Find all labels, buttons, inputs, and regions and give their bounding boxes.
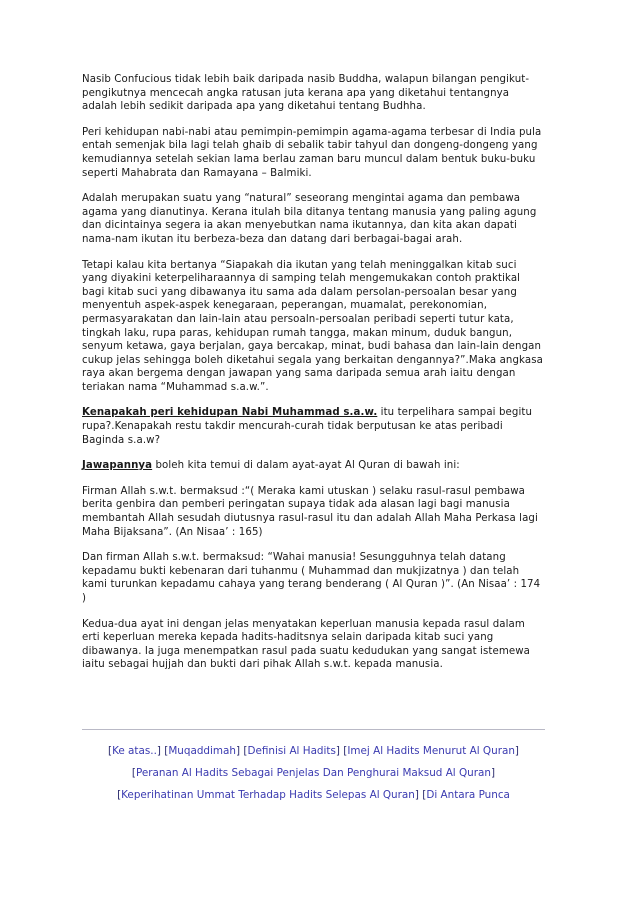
- nav-link-definisi[interactable]: Definisi Al Hadits: [247, 745, 336, 757]
- paragraph: Nasib Confucious tidak lebih baik daripada nasib Buddha, walapun bilangan pengikut-pengikutnya mencecah angka ratusan juta kerana apa yang diketahui tentangnya adalah lebih sedikit daripada apa yang diketahui tentang Budhha.: [82, 74, 530, 113]
- nav-link-keperihatinan[interactable]: Keperihatinan Ummat Terhadap Hadits Selepas Al Quran: [121, 789, 415, 801]
- nav-row: [Ke atas..] [Muqaddimah] [Definisi Al Hadits] [Imej Al Hadits Menurut Al Quran]: [108, 745, 519, 757]
- nav-link-imej[interactable]: Imej Al Hadits Menurut Al Quran: [347, 745, 515, 757]
- divider: [82, 729, 545, 730]
- answer-text: boleh kita temui di dalam ayat-ayat Al Quran di bawah ini:: [152, 460, 460, 472]
- paragraph: Tetapi kalau kita bertanya “Siapakah dia ikutan yang telah meninggalkan kitab suci yang diyakini keterpeliharaannya di samping telah mengemukakan contoh praktikal bagi kitab suci yang dibawanya itu sama ada dalam persolan-persoalan besar yang menyentuh aspek-aspek kenegaraan, peperangan, muamalat, perekonomian, permasyarakatan dan lain-lain atau persoaln-persoalan peribadi seperti tutur kata, tingkah laku, rupa paras, kehidupan rumah tangga, makan minum, duduk bangun, senyum ketawa, gaya berjalan, gaya bercakap, minat, budi bahasa dan lain-lain dengan cukup jelas sehingga boleh diketahui segala yang berkaitan dengannya?”.Maka angkasa raya akan bergema dengan jawapan yang sama daripada semua arah iaitu dengan teriakan nama “Muhammad s.a.w.”.: [82, 259, 543, 393]
- nav-row: [Peranan Al Hadits Sebagai Penjelas Dan Penghurai Maksud Al Quran]: [131, 767, 496, 779]
- verse-paragraph: Dan firman Allah s.w.t. bermaksud: “Wahai manusia! Sesungguhnya telah datang kepadamu bukti kebenaran dari tuhanmu ( Muhammad dan mukjizatnya ) dan telah kami turunkan kepadamu cahaya yang terang benderang ( Al Quran )”. (An Nisaa’ : 174 ): [82, 552, 541, 604]
- article-body: [82, 73, 545, 684]
- nav-link-peranan[interactable]: Peranan Al Hadits Sebagai Penjelas Dan Penghurai Maksud Al Quran: [135, 767, 491, 779]
- answer-paragraph: [82, 459, 545, 473]
- nav-link-muqaddimah[interactable]: Muqaddimah: [168, 745, 236, 757]
- paragraph: Kedua-dua ayat ini dengan jelas menyatakan keperluan manusia kepada rasul dalam erti keperluan mereka kepada hadits-haditsnya selain daripada kitab suci yang dibawanya. Ia juga menempatkan rasul pada suatu kedudukan yang sangat istemewa iaitu sebagai hujjah dan bukti dari pihak Allah s.w.t. kepada manusia.: [82, 618, 530, 671]
- question-heading: Kenapakah peri kehidupan Nabi Muhammad s.a.w.: [82, 407, 378, 419]
- nav-row: [Keperihatinan Ummat Terhadap Hadits Selepas Al Quran] [Di Antara Punca: [117, 789, 510, 801]
- nav-link-ke-atas[interactable]: Ke atas..: [112, 745, 157, 757]
- paragraph: Adalah merupakan suatu yang “natural” seseorang mengintai agama dan pembawa agama yang dianutinya. Kerana itulah bila ditanya tentang manusia yang paling agung dan dicintainya segera ia akan menyebutkan nama ikutannya, dan kita akan dapati nama-nam ikutan itu berbeza-beza dan datang dari berbagai-bagai arah.: [82, 193, 537, 245]
- question-paragraph: [82, 406, 545, 447]
- page-navigation: [82, 740, 545, 806]
- paragraph: Peri kehidupan nabi-nabi atau pemimpin-pemimpin agama-agama terbesar di India pula entah semenjak bila lagi telah ghaib di sebalik tabir tahyul dan dongeng-dongeng yang kemudiannya setelah sekian lama berlau zaman baru muncul dalam bentuk buku-buku seperti Mahabrata dan Ramayana – Balmiki.: [82, 126, 542, 179]
- nav-link-di-antara-punca[interactable]: Di Antara Punca: [426, 789, 510, 801]
- question-text: itu terpelihara sampai begitu rupa?.Kenapakah restu takdir mencurah-curah tidak berputusan ke atas peribadi Baginda s.a.w?: [82, 407, 533, 446]
- answer-heading: Jawapannya: [82, 460, 153, 472]
- verse-paragraph: Firman Allah s.w.t. bermaksud :“( Meraka kami utuskan ) selaku rasul-rasul pembawa berita genbira dan pemberi peringatan supaya tidak ada alasan lagi bagi manusia membantah Allah sesudah diutusnya rasul-rasul itu dan adalah Allah Maha Perkasa lagi Maha Bijaksana”. (An Nisaa’ : 165): [82, 485, 538, 538]
